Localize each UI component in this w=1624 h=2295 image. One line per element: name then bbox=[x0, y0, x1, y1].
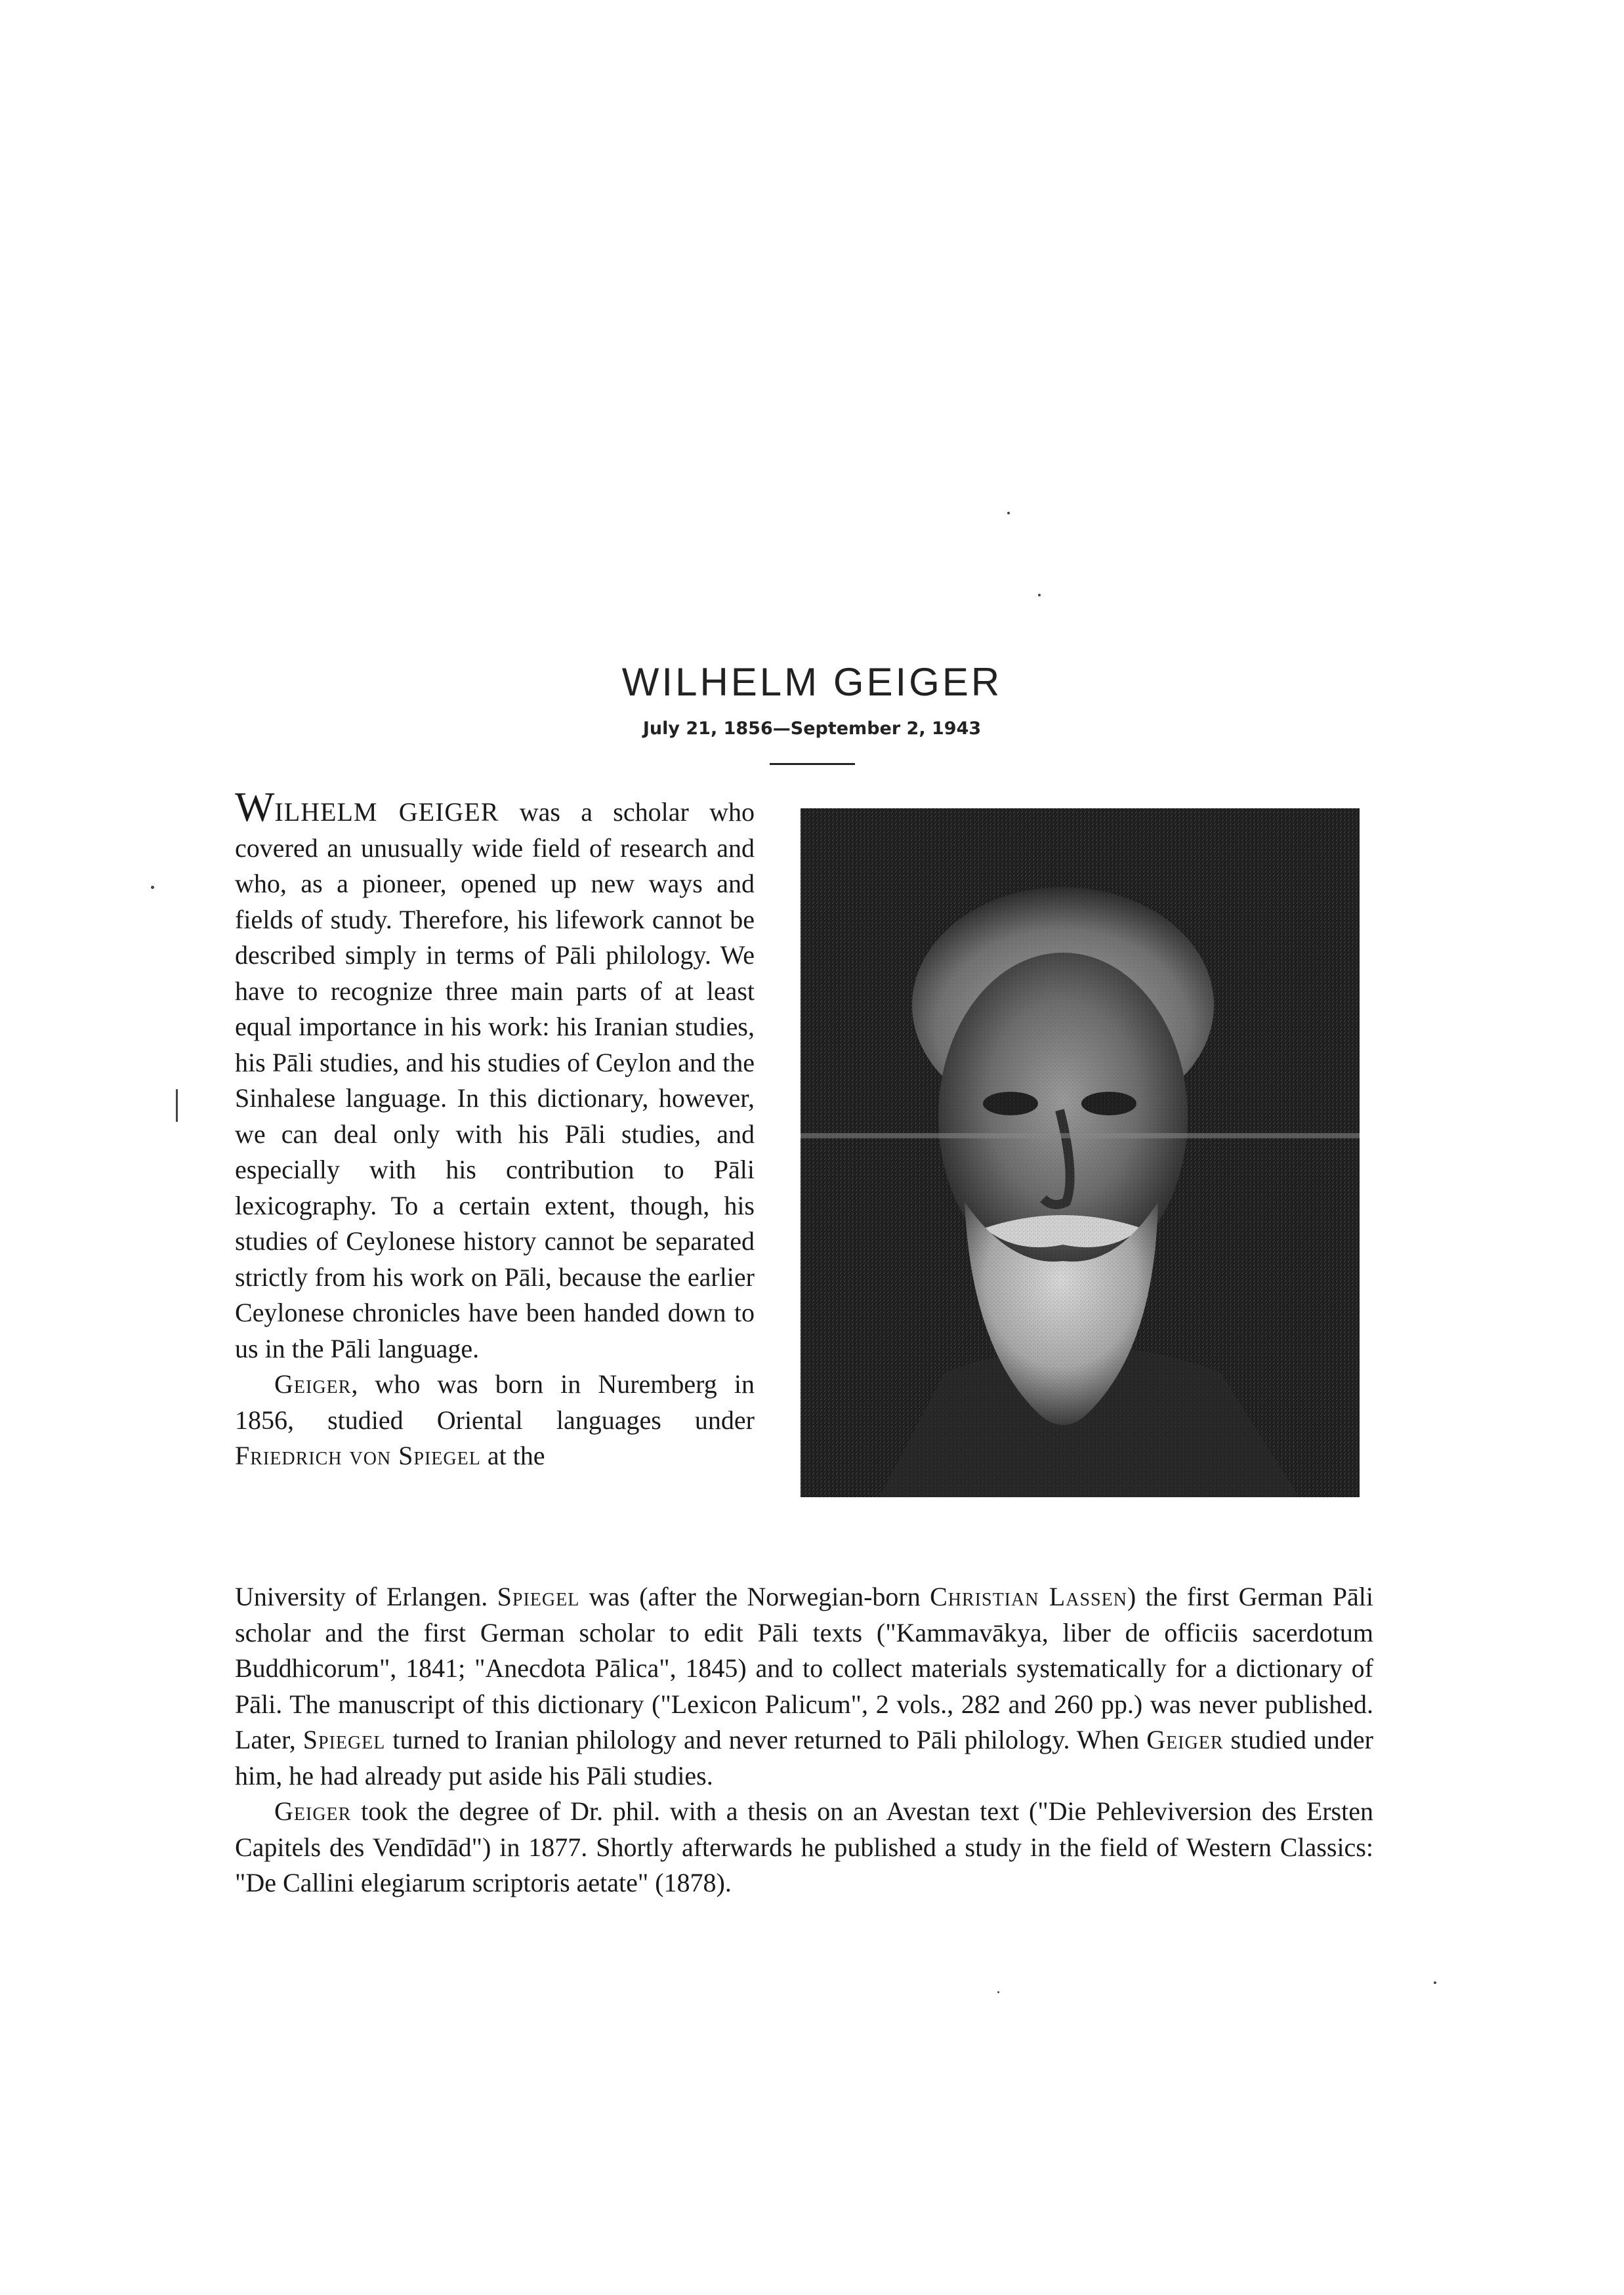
paragraph-text: was (after the Norwegian-born bbox=[579, 1582, 930, 1611]
scan-speck bbox=[176, 1089, 178, 1122]
paragraph-text: studied under him, he had already put aside his Pāli studies. bbox=[235, 1725, 1373, 1790]
person-name: Spiegel bbox=[302, 1725, 386, 1754]
person-name: Friedrich von Spiegel bbox=[235, 1441, 481, 1470]
portrait-photo bbox=[801, 808, 1360, 1497]
paragraph-2-text: , who was born in Nuremberg in 1856, studied Oriental languages under bbox=[235, 1369, 755, 1435]
full-width-text bbox=[235, 1579, 1373, 1901]
paragraph-text: took the degree of Dr. phil. with a thesis on an Avestan text ("Die Pehleviversion des Ersten Capitels des Vendīdād") in 1877. Shortly afterwards he published a study in the field of Western Classics: "De Callini elegiarum scriptoris aetate" (1878). bbox=[235, 1796, 1373, 1897]
paragraph-1-text: was a scholar who covered an unusually wide field of research and who, as a pioneer, opened up new ways and fields of study. Therefore, his lifework cannot be described simply in terms of Pāli philology. We have to recognize three main parts of at least equal importance in his work: his Iranian studies, his Pāli studies, and his studies of Ceylon and the Sinhalese language. In this dictionary, however, we can deal only with his Pāli studies, and especially with his contribution to Pāli lexicography. To a certain extent, though, his studies of Ceylonese history cannot be separated strictly from his work on Pāli, because the earlier Ceylonese chronicles have been handed down to us in the Pāli language. bbox=[235, 797, 755, 1363]
scan-speck bbox=[1038, 594, 1041, 596]
paragraph-2-continued bbox=[235, 1579, 1373, 1794]
paragraph-text: ) the first German Pāli scholar and the first German scholar to edit Pāli texts ("Kammavākya, liber de officiis sacerdotum Buddhicorum", 1841; "Anecdota Pālica", 1845) and to collect materials systematically for a dictionary of Pāli. The manuscript of this dictionary ("Lexicon Palicum", 2 vols., 282 and 260 pp.) was never published. Later, bbox=[235, 1582, 1374, 1754]
paragraph-text: turned to Iranian philology and never returned to Pāli philology. When bbox=[385, 1725, 1147, 1754]
person-name: Spiegel bbox=[497, 1582, 580, 1611]
paragraph-text: University of Erlangen. bbox=[235, 1582, 497, 1611]
paragraph-2 bbox=[235, 1367, 755, 1474]
scan-speck bbox=[1007, 512, 1010, 514]
person-name: Christian Lassen bbox=[930, 1582, 1127, 1611]
life-dates: July 21, 1856—September 2, 1943 bbox=[642, 718, 982, 739]
paragraph-1 bbox=[235, 783, 755, 1367]
drop-cap: W bbox=[235, 783, 275, 830]
scan-speck bbox=[997, 1991, 999, 1993]
person-name: Geiger bbox=[274, 1369, 352, 1399]
paragraph-3 bbox=[235, 1794, 1373, 1901]
subject-name: ILHELM GEIGER bbox=[274, 797, 499, 827]
person-name: Geiger bbox=[274, 1796, 352, 1826]
scan-speck bbox=[151, 886, 154, 889]
portrait-image bbox=[801, 808, 1360, 1497]
person-name: Geiger bbox=[1146, 1725, 1224, 1754]
left-column bbox=[235, 783, 755, 1474]
page-title: WILHELM GEIGER bbox=[621, 660, 1003, 704]
paragraph-2-text: at the bbox=[480, 1441, 545, 1470]
scan-speck bbox=[1434, 1981, 1436, 1984]
title-rule bbox=[770, 763, 855, 765]
